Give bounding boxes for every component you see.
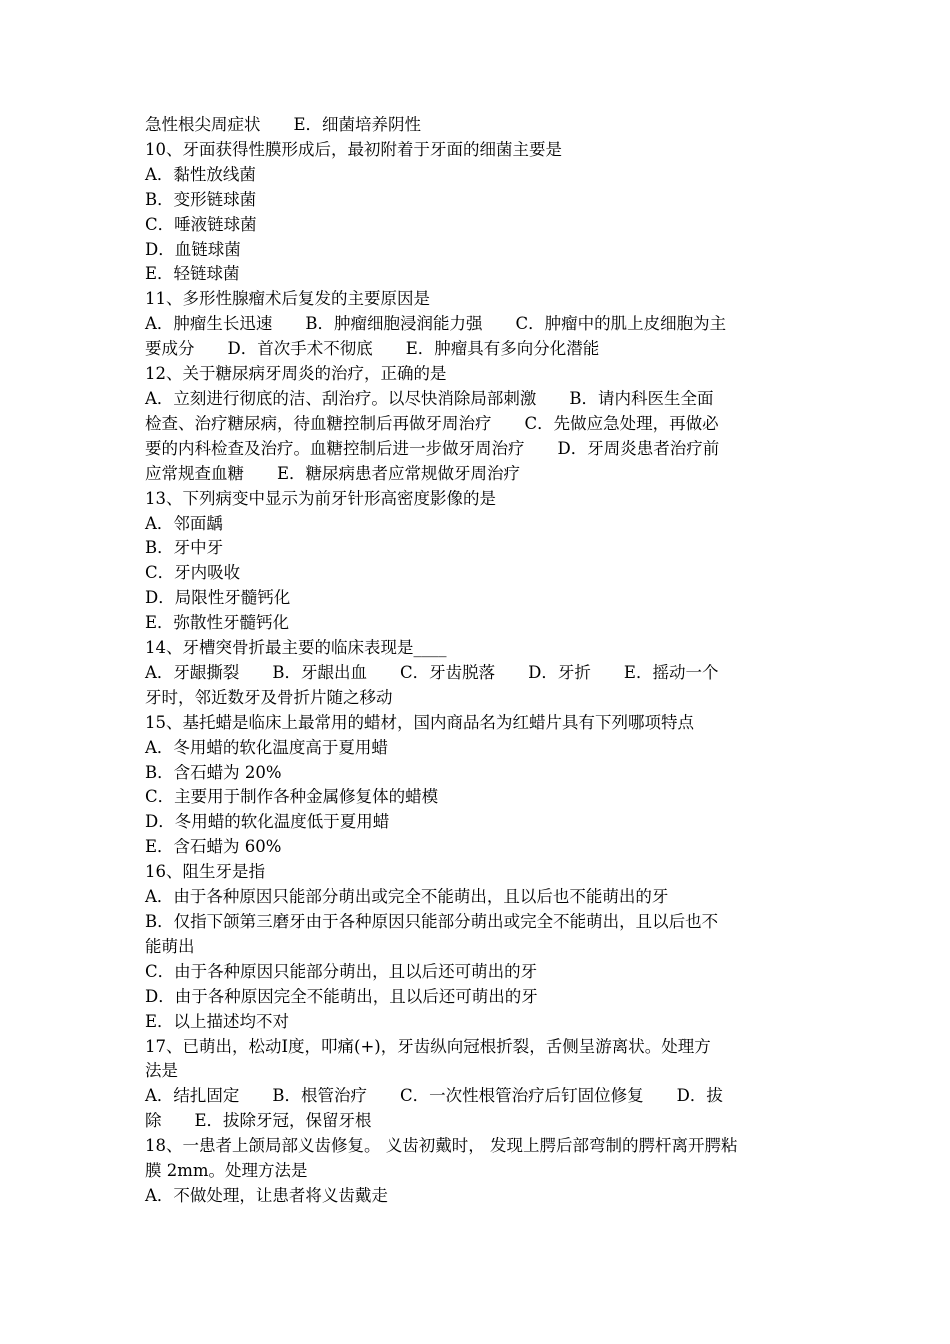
question-11-stem: 11、多形性腺瘤术后复发的主要原因是 (145, 289, 430, 309)
question-17-stem: 17、已萌出，松动Ⅰ度，叩痛(+)，牙齿纵向冠根折裂，舌侧呈游离状。处理方 (145, 1036, 711, 1056)
question-16-option-d: D．由于各种原因完全不能萌出，且以后还可萌出的牙 (145, 986, 538, 1006)
question-17-stem: 法是 (145, 1061, 178, 1081)
question-10-option-e: E．轻链球菌 (145, 264, 240, 284)
question-15-stem: 15、基托蜡是临床上最常用的蜡材，国内商品名为红蜡片具有下列哪项特点 (145, 712, 694, 732)
question-12-options: A．立刻进行彻底的洁、刮治疗。以尽快消除局部刺激 B．请内科医生全面 (145, 388, 714, 408)
question-10-stem: 10、牙面获得性膜形成后，最初附着于牙面的细菌主要是 (145, 139, 562, 159)
question-12-options: 应常规查血糖 E．糖尿病患者应常规做牙周治疗 (145, 463, 521, 483)
document-page (145, 113, 810, 1209)
question-12-options: 要的内科检查及治疗。血糖控制后进一步做牙周治疗 D．牙周炎患者治疗前 (145, 438, 720, 458)
question-18-stem: 18、一患者上颌局部义齿修复。 义齿初戴时， 发现上腭后部弯制的腭杆离开腭粘 (145, 1136, 738, 1156)
question-15-option-b: B．含石蜡为 20% (145, 762, 282, 782)
question-12-options: 检查、治疗糖尿病，待血糖控制后再做牙周治疗 C．先做应急处理，再做必 (145, 413, 719, 433)
question-14-options: A．牙龈撕裂 B．牙龈出血 C．牙齿脱落 D．牙折 E．摇动一个 (145, 662, 719, 682)
question-13-stem: 13、下列病变中显示为前牙针形高密度影像的是 (145, 488, 496, 508)
question-10-option-a: A．黏性放线菌 (145, 164, 256, 184)
question-10-option-d: D．血链球菌 (145, 239, 241, 259)
question-16-option-b: 能萌出 (145, 936, 195, 956)
question-12-stem: 12、关于糖尿病牙周炎的治疗，正确的是 (145, 364, 447, 384)
question-16-option-c: C．由于各种原因只能部分萌出，且以后还可萌出的牙 (145, 961, 538, 981)
question-17-options: 除 E．拔除牙冠，保留牙根 (145, 1111, 372, 1131)
question-15-option-c: C．主要用于制作各种金属修复体的蜡模 (145, 787, 439, 807)
question-17-options: A．结扎固定 B．根管治疗 C．一次性根管治疗后钉固位修复 D．拔 (145, 1086, 723, 1106)
question-16-option-a: A．由于各种原因只能部分萌出或完全不能萌出，且以后也不能萌出的牙 (145, 887, 669, 907)
text-line: 急性根尖周症状 E．细菌培养阴性 (145, 115, 422, 134)
question-14-stem: 14、牙槽突骨折最主要的临床表现是____ (145, 638, 447, 658)
question-18-option-a: A．不做处理，让患者将义齿戴走 (145, 1185, 388, 1205)
question-16-stem: 16、阻生牙是指 (145, 862, 265, 882)
question-15-option-a: A．冬用蜡的软化温度高于夏用蜡 (145, 737, 388, 757)
question-13-option-b: B．牙中牙 (145, 538, 224, 558)
question-15-option-d: D．冬用蜡的软化温度低于夏用蜡 (145, 812, 390, 832)
question-13-option-a: A．邻面龋 (145, 513, 223, 533)
question-16-option-b: B．仅指下颌第三磨牙由于各种原因只能部分萌出或完全不能萌出，且以后也不 (145, 912, 719, 931)
question-10-option-b: B．变形链球菌 (145, 189, 257, 209)
question-18-stem: 膜 2mm。处理方法是 (145, 1161, 308, 1181)
question-16-option-e: E．以上描述均不对 (145, 1011, 290, 1031)
question-15-option-e: E．含石蜡为 60% (145, 837, 282, 857)
question-11-options: A．肿瘤生长迅速 B．肿瘤细胞浸润能力强 C．肿瘤中的肌上皮细胞为主 (145, 314, 727, 334)
question-13-option-c: C．牙内吸收 (145, 563, 241, 583)
question-13-option-e: E．弥散性牙髓钙化 (145, 613, 290, 633)
question-14-options: 牙时，邻近数牙及骨折片随之移动 (145, 687, 393, 707)
question-13-option-d: D．局限性牙髓钙化 (145, 588, 291, 608)
question-10-option-c: C．唾液链球菌 (145, 214, 257, 234)
question-11-options: 要成分 D．首次手术不彻底 E．肿瘤具有多向分化潜能 (145, 339, 600, 359)
